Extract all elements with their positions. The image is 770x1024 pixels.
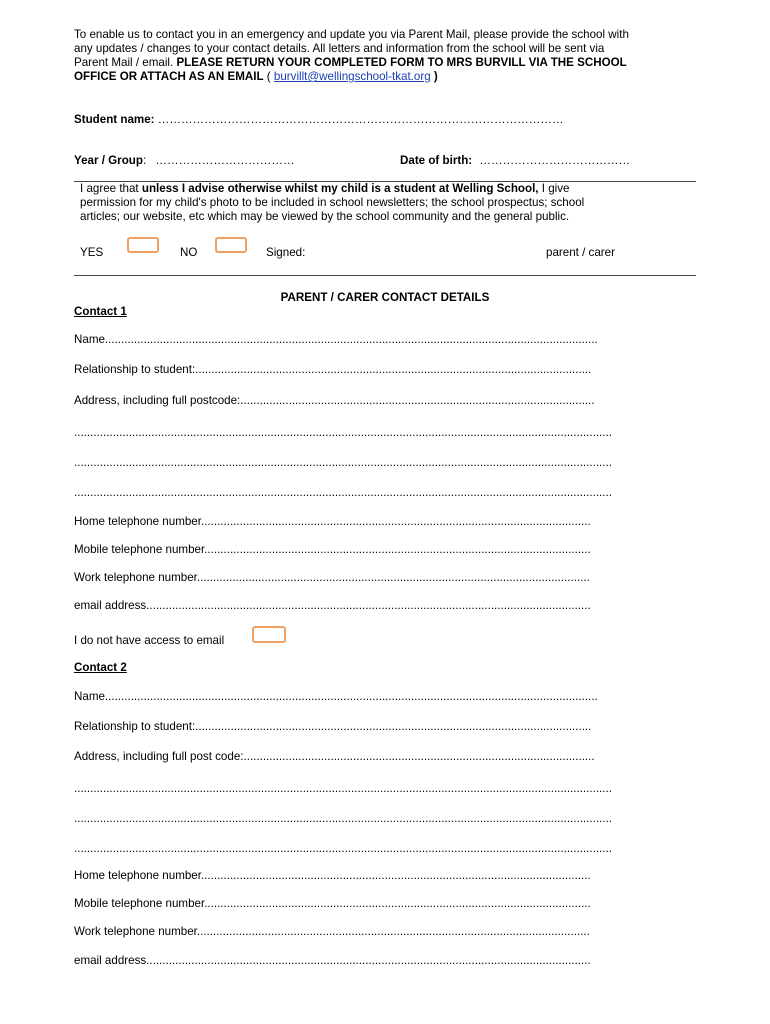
contact-1-email-field[interactable]: email address.......................................................................................................................................... — [74, 599, 591, 612]
contact-1-work-phone-field[interactable]: Work telephone number.......................................................................................................................... — [74, 571, 590, 584]
contact-2-email-field[interactable]: email address.......................................................................................................................................... — [74, 954, 591, 967]
consent-line-1-b: I give — [538, 182, 570, 195]
year-group-field[interactable]: ……………………………… — [155, 154, 295, 167]
intro-line-4-bold: OFFICE OR ATTACH AS AN EMAIL — [74, 70, 264, 83]
dob-field[interactable]: ………………………………… — [479, 154, 631, 167]
contact-1-home-phone-field[interactable]: Home telephone number......................................................................................................................... — [74, 515, 591, 528]
intro-line-4-close: ) — [430, 70, 438, 83]
contact-2-mobile-phone-field[interactable]: Mobile telephone number........................................................................................................................ — [74, 897, 591, 910]
contact-1-address-line-3[interactable]: ....................................................................................................................................................................... — [74, 456, 612, 469]
intro-line-4 — [74, 70, 714, 84]
no-email-label: I do not have access to email — [74, 634, 225, 647]
contact-1-name-field[interactable]: Name......................................................................................................................................................... — [74, 333, 598, 346]
student-name-label: Student name: — [74, 113, 155, 126]
dob-row — [400, 154, 662, 168]
contact-2-heading: Contact 2 — [74, 661, 127, 674]
intro-line-3-plain: Parent Mail / email. — [74, 56, 177, 69]
contact-2-work-phone-field[interactable]: Work telephone number.......................................................................................................................... — [74, 925, 590, 938]
divider-bottom — [74, 275, 696, 276]
year-group-row — [74, 154, 324, 168]
contact-2-address-line-4[interactable]: ....................................................................................................................................................................... — [74, 842, 612, 855]
consent-line-2: permission for my child's photo to be included in school newsletters; the school prospectus; school — [80, 196, 585, 209]
contact-2-address-line-2[interactable]: ....................................................................................................................................................................... — [74, 782, 612, 795]
contact-2-relationship-field[interactable]: Relationship to student:........................................................................................................................... — [74, 720, 592, 733]
section-title: PARENT / CARER CONTACT DETAILS — [280, 291, 490, 304]
contact-1-address-line-2[interactable]: ....................................................................................................................................................................... — [74, 426, 612, 439]
intro-line-4-open: ( — [263, 70, 274, 83]
year-group-label: Year / Group — [74, 154, 143, 167]
contact-2-address-line-3[interactable]: ....................................................................................................................................................................... — [74, 812, 612, 825]
no-email-checkbox[interactable] — [252, 626, 286, 643]
intro-line-3 — [74, 56, 714, 70]
intro-line-3-bold: PLEASE RETURN YOUR COMPLETED FORM TO MRS BURVILL VIA THE SCHOOL — [176, 56, 627, 69]
consent-line-1 — [80, 182, 584, 196]
yes-checkbox[interactable] — [127, 237, 159, 253]
no-checkbox[interactable] — [215, 237, 247, 253]
contact-1-address-line-4[interactable]: ....................................................................................................................................................................... — [74, 486, 612, 499]
email-link[interactable]: burvillt@wellingschool-tkat.org — [273, 70, 431, 83]
student-name-row — [74, 113, 634, 127]
contact-2-home-phone-field[interactable]: Home telephone number......................................................................................................................... — [74, 869, 591, 882]
photo-consent-text — [80, 182, 584, 224]
contact-1-address-field[interactable]: Address, including full postcode:.............................................................................................................. — [74, 394, 595, 407]
consent-line-1-bold: unless I advise otherwise whilst my child is a student at Welling School, — [141, 182, 539, 195]
contact-1-relationship-field[interactable]: Relationship to student:........................................................................................................................... — [74, 363, 592, 376]
intro-paragraph — [74, 28, 714, 84]
contact-2-address-field[interactable]: Address, including full post code:............................................................................................................. — [74, 750, 595, 763]
intro-line-1: To enable us to contact you in an emergency and update you via Parent Mail, please provide the school with — [74, 28, 629, 41]
consent-line-1-a: I agree that — [80, 182, 142, 195]
dob-label: Date of birth: — [400, 154, 473, 167]
intro-line-2: any updates / changes to your contact details. All letters and information from the school will be sent via — [74, 42, 605, 55]
parent-carer-label: parent / carer — [546, 246, 615, 259]
year-group-colon: : — [142, 154, 147, 167]
consent-line-3: articles; our website, etc which may be viewed by the school community and the general public. — [80, 210, 570, 223]
contact-1-heading: Contact 1 — [74, 305, 127, 318]
contact-1-mobile-phone-field[interactable]: Mobile telephone number........................................................................................................................ — [74, 543, 591, 556]
contact-2-name-field[interactable]: Name......................................................................................................................................................... — [74, 690, 598, 703]
student-name-field[interactable]: …………………………………………………………………………………………… — [157, 113, 564, 126]
yes-label: YES — [80, 246, 104, 259]
signed-label: Signed: — [266, 246, 306, 259]
no-label: NO — [180, 246, 198, 259]
